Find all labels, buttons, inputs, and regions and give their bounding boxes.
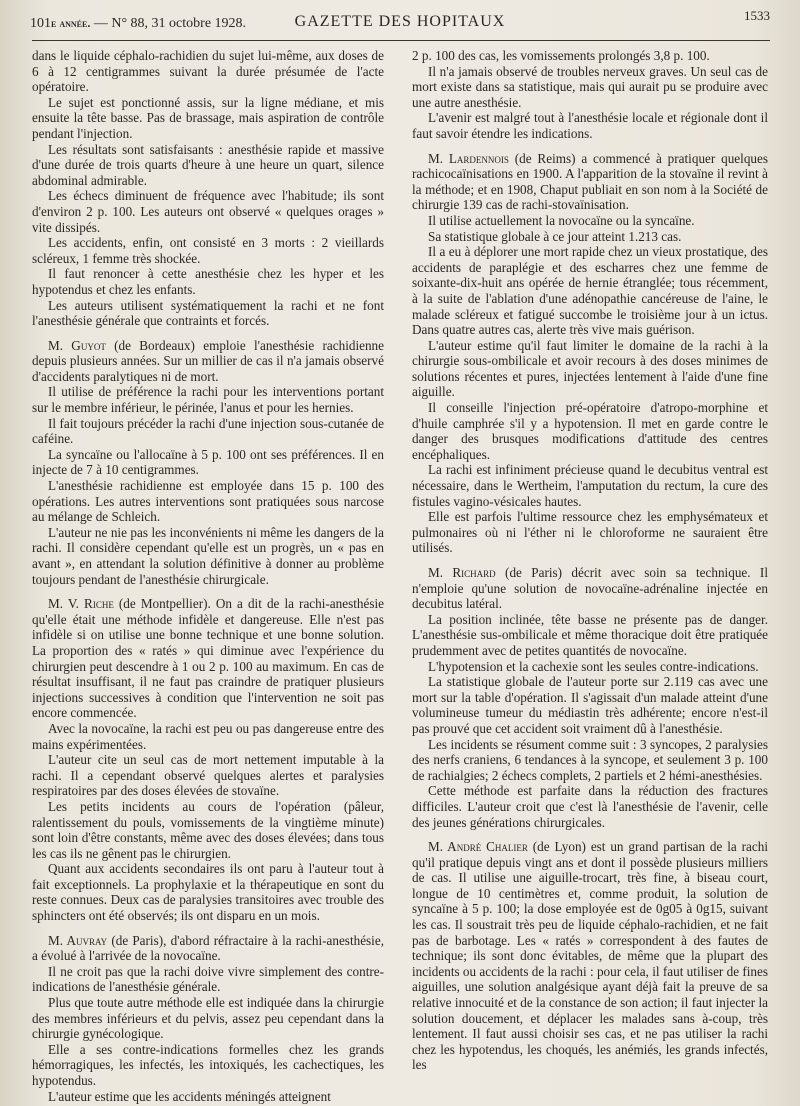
paragraph-text: Sa statistique globale à ce jour atteint 1.213 cas. xyxy=(428,228,682,244)
paragraph xyxy=(412,737,768,784)
paragraph xyxy=(412,839,768,1073)
paragraph xyxy=(32,596,384,721)
page-header xyxy=(30,8,770,38)
paragraph-text: Il conseille l'injection pré-opératoire d'atropo-morphine et d'huile camphrée s'il y a hypotension. Il met en garde contre le danger des brusques modifications d'attitude des centres encéphaliques. xyxy=(412,400,768,462)
paragraph xyxy=(412,244,768,338)
paragraph-text: La position inclinée, tête basse ne présente pas de danger. L'anesthésie sus-ombilicale et même thoracique doit être pratiquée prudemment avec de petites quantités de novocaïne. xyxy=(412,611,768,658)
paragraph-text: (de Reims) a commencé à pratiquer quelques rachicocaïnisations en 1900. A l'apparition de la stovaïne il revint à la méthode; et en 1908, Chaput publiait en son nom à la Société de chirurgie 139 cas de rachi-stovaïnisation. xyxy=(412,150,768,213)
paragraph xyxy=(32,1089,384,1105)
paragraph xyxy=(412,674,768,736)
paragraph xyxy=(412,565,768,612)
paragraph xyxy=(412,659,768,675)
paragraph-text: Les échecs diminuent de fréquence avec l'habitude; ils sont d'environ 2 p. 100. Les auteurs ont observé « quelques orages » vite dissipés. xyxy=(32,188,384,235)
paragraph-text: Avec la novocaïne, la rachi est peu ou pas dangereuse entre des mains expérimentées. xyxy=(32,720,384,752)
paragraph-text: Elle est parfois l'ultime ressource chez les emphysémateux et pulmonaires où ni l'éther ni le chloroforme ne sauraient être utilisés. xyxy=(412,509,768,556)
section-gap xyxy=(32,924,384,933)
paragraph-text: 2 p. 100 des cas, les vomissements prolongés 3,8 p. 100. xyxy=(412,48,710,63)
issue-number: 101 xyxy=(30,16,51,31)
author-name: M. André Chalier xyxy=(428,839,528,855)
paragraph-text: La syncaïne ou l'allocaïne à 5 p. 100 ont ses préférences. Il en injecte de 7 à 10 centigrammes. xyxy=(32,446,384,478)
paragraph-text: L'hypotension et la cachexie sont les seules contre-indications. xyxy=(428,658,759,674)
page-number: 1533 xyxy=(744,8,770,23)
author-name: M. Lardennois xyxy=(428,150,509,166)
paragraph-text: L'avenir est malgré tout à l'anesthésie locale et régionale dont il faut savoir étendre les indications. xyxy=(412,110,768,141)
author-name: M. Richard xyxy=(428,565,496,580)
paragraph xyxy=(32,188,384,235)
paragraph-text: Les petits incidents au cours de l'opération (pâleur, ralentissement du pouls, vomissements de la vingtième minute) sont loin d'être constants, même avec des doses élevées; dans tous les cas ils ne gênent pas le chirurgien. xyxy=(32,798,384,861)
paragraph xyxy=(412,783,768,830)
paragraph xyxy=(32,964,384,995)
paragraph-text: Il fait toujours précéder la rachi d'une injection sous-cutanée de caféine. xyxy=(32,415,384,447)
paragraph xyxy=(32,338,384,385)
paragraph-text: La statistique globale de l'auteur porte sur 2.119 cas avec une mort sur la table d'opération. Il s'agissait d'un malade atteint d'une volumineuse tumeur du médiastin très adhérente; encore n'est-il pas prouvé que cet accident soit vraiment dû à l'anesthésie. xyxy=(412,674,768,736)
right-column xyxy=(412,48,768,1073)
section-gap xyxy=(32,587,384,596)
paragraph-text: Les auteurs utilisent systématiquement la rachi et ne font l'anesthésie générale que contraints et forcés. xyxy=(32,297,384,329)
journal-title: GAZETTE DES HOPITAUX xyxy=(294,13,506,30)
section-gap xyxy=(412,142,768,151)
paragraph xyxy=(412,151,768,213)
author-name: M. V. Riche xyxy=(48,596,114,612)
paragraph-text: Les résultats sont satisfaisants : anesthésie rapide et massive d'une durée de trois quarts d'heure à une heure un quart, silence abdominal admirable. xyxy=(32,141,384,188)
paragraph-text: Il ne croit pas que la rachi doive vivre simplement des contre-indications de l'anesthésie générale. xyxy=(32,963,384,995)
paragraph xyxy=(412,338,768,400)
issue-suffix: e année. xyxy=(51,16,91,30)
paragraph-text: Elle a ses contre-indications formelles chez les grands hémorragiques, les infectés, les intoxiqués, les cachectiques, les hypotendus. xyxy=(32,1041,384,1088)
issue-date: — N° 88, 31 octobre 1928. xyxy=(90,16,247,31)
paragraph-text: Quant aux accidents secondaires ils ont paru à l'auteur tout à fait exceptionnels. La prophylaxie et la thérapeutique en sont du reste connues. Deux cas de paralysies transitoires avec trouble des sphincters ont été observés; ils ont disparu en un mois. xyxy=(32,861,384,924)
paragraph xyxy=(32,48,384,95)
paragraph xyxy=(412,462,768,509)
paragraph-text: dans le liquide céphalo-rachidien du sujet lui-même, aux doses de 6 à 12 centigrammes suivant la durée présumée de l'acte opératoire. xyxy=(32,48,384,95)
paragraph xyxy=(32,478,384,525)
paragraph-text: Cette méthode est parfaite dans la réduction des fractures difficiles. L'auteur croit que c'est là l'anesthésie de l'avenir, celle des jeunes générations chirurgicales. xyxy=(412,783,768,830)
paragraph xyxy=(32,447,384,478)
paragraph xyxy=(32,933,384,964)
paragraph-text: L'auteur cite un seul cas de mort nettement imputable à la rachi. Il a cependant observé quelques alertes et paralysies respiratoires par des doses élevées de stovaïne. xyxy=(32,752,384,799)
paragraph-text: L'anesthésie rachidienne est employée dans 15 p. 100 des opérations. Les autres interventions sont pratiquées sous narcose au mélange de Schleich. xyxy=(32,478,384,525)
paragraph xyxy=(32,752,384,799)
paragraph xyxy=(32,799,384,861)
paragraph-text: Les incidents se résument comme suit : 3 syncopes, 2 paralysies des nerfs craniens, 6 tendances à la syncope, et seulement 3 p. 100 de rachialgies; 2 échecs complets, 2 partiels et 2 hémi-anesthésies. xyxy=(412,736,768,783)
paragraph-text: (de Paris), d'abord réfractaire à la rachi-anesthésie, a évolué à l'arrivée de la novocaïne. xyxy=(32,932,384,964)
paragraph-text: Il utilise actuellement la novocaïne ou la syncaïne. xyxy=(428,212,695,228)
paragraph xyxy=(412,64,768,111)
left-column xyxy=(32,48,384,1104)
paragraph xyxy=(412,110,768,141)
paragraph-text: L'auteur estime que les accidents méningés atteignent xyxy=(48,1088,331,1104)
paragraph xyxy=(32,861,384,923)
paragraph xyxy=(412,400,768,462)
paragraph-text: L'auteur estime qu'il faut limiter le domaine de la rachi à la chirurgie sous-ombilicale et avoir recours à des doses minimes de solutions récentes et pures, injectées lentement à l'aide d'une fine aiguille. xyxy=(412,337,768,400)
paragraph xyxy=(32,142,384,189)
paragraph xyxy=(32,266,384,297)
paragraph xyxy=(32,298,384,329)
paragraph-text: Il utilise de préférence la rachi pour les interventions portant sur le membre inférieur, le périnée, l'anus et pour les hernies. xyxy=(32,384,384,416)
paragraph-text: Plus que toute autre méthode elle est indiquée dans la chirurgie des membres inférieurs et du pelvis, assez peu cependant dans la chirurgie gynécologique. xyxy=(32,995,384,1042)
author-name: M. Guyot xyxy=(48,337,106,353)
paragraph xyxy=(32,416,384,447)
paragraph xyxy=(412,509,768,556)
paragraph xyxy=(32,995,384,1042)
paragraph-text: (de Bordeaux) emploie l'anesthésie rachidienne depuis plusieurs années. Sur un millier de cas il n'a jamais observé d'accidents paralytiques ni de mort. xyxy=(32,337,385,384)
paragraph-text: Il faut renoncer à cette anesthésie chez les hyper et les hypotendus et chez les enfants. xyxy=(32,266,384,297)
paragraph xyxy=(32,525,384,587)
paragraph xyxy=(412,213,768,229)
section-gap xyxy=(412,830,768,839)
header-rule xyxy=(32,40,770,41)
paragraph-text: Il n'a jamais observé de troubles nerveux graves. Un seul cas de mort existe dans sa statistique, mais qui aurait pu se produire avec une autre anesthésie. xyxy=(412,63,768,110)
paragraph xyxy=(32,384,384,415)
paragraph xyxy=(412,229,768,245)
section-gap xyxy=(412,556,768,565)
paragraph xyxy=(32,95,384,142)
paragraph xyxy=(32,235,384,266)
section-gap xyxy=(32,329,384,338)
paragraph xyxy=(32,1042,384,1089)
paragraph xyxy=(412,612,768,659)
paragraph-text: Les accidents, enfin, ont consisté en 3 morts : 2 vieillards scléreux, 1 femme très shockée. xyxy=(32,235,384,266)
author-name: M. Auvray xyxy=(48,932,108,948)
paragraph xyxy=(32,721,384,752)
paragraph-text: L'auteur ne nie pas les inconvénients ni même les dangers de la rachi. Il considère cependant qu'elle est un progrès, un « pas en avant », en attendant la solution définitive à donner au problème toujours pendant de l'anesthésie chirurgicale. xyxy=(32,524,384,587)
paragraph-text: (de Lyon) est un grand partisan de la rachi qu'il pratique depuis vingt ans et dont il possède plusieurs milliers de cas. Il utilise une aiguille-trocart, très fine, à biseau court, longue de 10 centimètres et, comme produit, la solution de syncaïne à 5 p. 100; la dose employée est de 0g05 à 0g15, suivant les cas. Il soustrait très peu de liquide céphalo-rachidien, et ne fait pas de barbotage. Les « ratés » correspondent à des fautes de technique; ils sont donc évitables, de même que la plupart des incidents ou accidents de la rachi : pour cela, il faut utiliser de fines aiguilles, une solution analgésique ayant déjà fait la preuve de sa relative innocuité et de la constance de son action; il faut injecter la solution doucement, et déplacer les malades sans à-coup, très lentement. Il faut aussi choisir ses cas, et ne pas utiliser la rachi chez les hypotendus, les choqués, les anémiés, les grands infectés, les xyxy=(412,839,768,1073)
paragraph-text: La rachi est infiniment précieuse quand le decubitus ventral est nécessaire, dans le Wertheim, l'amputation du rectum, la cure des fistules vagino-vésicales hautes. xyxy=(412,462,768,509)
paragraph xyxy=(412,48,768,64)
paragraph-text: (de Montpellier). On a dit de la rachi-anesthésie qu'elle était une méthode infidèle et dangereuse. Elle n'est pas infidèle si on utilise une bonne technique et une bonne solution. La proportion des « ratés » qui diminue avec l'expérience du chirurgien peut descendre à 1 ou 2 p. 100 au maximum. En cas de résultat insuffisant, il ne faut pas craindre de pratiquer plusieurs injections successives à condition que l'intervention ne soit pas encore commencée. xyxy=(32,596,384,721)
paragraph-text: Il a eu à déplorer une mort rapide chez un vieux prostatique, des accidents de paraplégie et des escharres chez une femme de soixante-dix-huit ans opérée de hernie étranglée; tous récemment, à la suite de l'ablation d'une adénopathie cancéreuse de l'aine, le malade scléreux et fatigué succombe le troisième jour à un ictus. Dans quatre autres cas, alerte très vive mais guérison. xyxy=(412,244,768,338)
paragraph-text: (de Paris) décrit avec soin sa technique. Il n'emploie qu'une solution de novocaïne-adrénaline injectée en decubitus latéral. xyxy=(412,565,768,612)
paragraph-text: Le sujet est ponctionné assis, sur la ligne médiane, et mis ensuite la tête basse. Pas de brassage, mais aspiration de contrôle pendant l'injection. xyxy=(32,94,384,141)
